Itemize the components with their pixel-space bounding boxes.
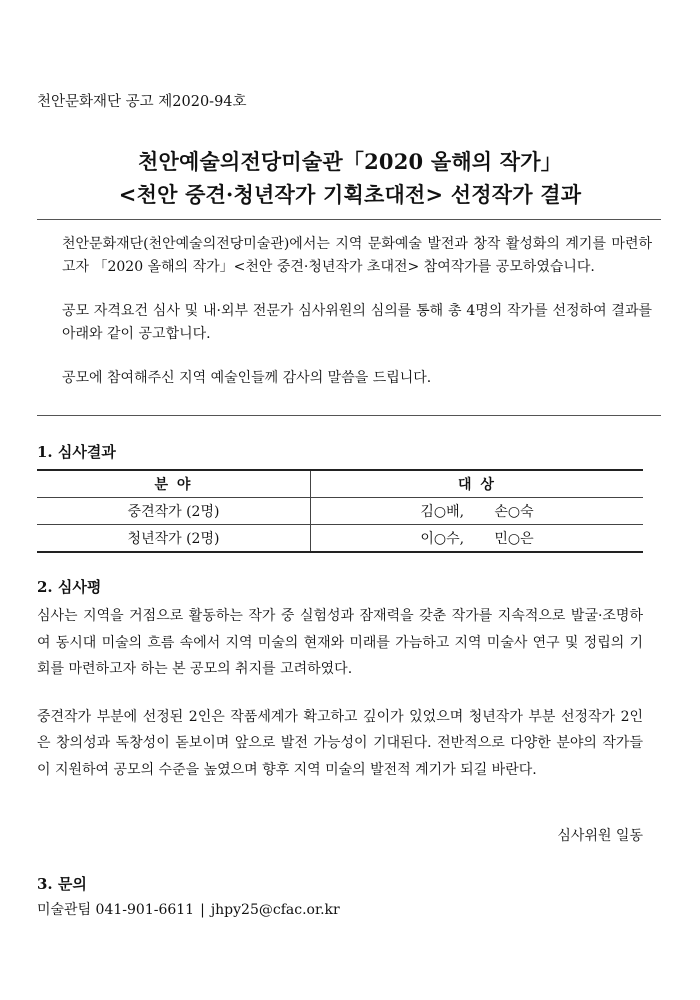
header-target: 대 상 (311, 470, 644, 498)
row-names (311, 498, 644, 525)
row-category: 중견작가 (2명) (37, 498, 311, 525)
artist-name: 김○배, (420, 504, 465, 520)
contact-email[interactable]: jhpy25@cfac.or.kr (210, 902, 340, 918)
divider-top (37, 219, 661, 220)
signature: 심사위원 일동 (557, 828, 643, 844)
results-table (37, 469, 643, 553)
review-section (37, 603, 643, 804)
title-line-2: <천안 중견·청년작가 기획초대전> 선정작가 결과 (118, 182, 582, 207)
divider-bottom (37, 415, 661, 416)
table-row (37, 525, 643, 553)
artist-name: 이○수, (420, 531, 465, 547)
contact-separator: | (200, 902, 205, 918)
review-paragraph-1: 심사는 지역을 거점으로 활동하는 작가 중 실험성과 잠재력을 갖춘 작가를 지속적으로 발굴·조명하여 동시대 미술의 흐름 속에서 지역 미술의 현재와 미래를 가늠하고 지역 미술사 연구 및 정립의 기회를 마련하고자 하는 본 공모의 취지를 고려하였다. (37, 608, 643, 677)
table-header-row (37, 470, 643, 498)
contact-team-phone: 미술관팀 041-901-6611 (37, 902, 195, 918)
row-names (311, 525, 644, 553)
section-heading-results: 1. 심사결과 (37, 443, 116, 461)
header-category: 분 야 (37, 470, 311, 498)
section-heading-contact: 3. 문의 (37, 875, 87, 893)
section-heading-review: 2. 심사평 (37, 578, 102, 596)
intro-section (62, 233, 652, 411)
intro-paragraph-3: 공모에 참여해주신 지역 예술인들께 감사의 말씀을 드립니다. (62, 370, 432, 386)
review-paragraph-2: 중견작가 부분에 선정된 2인은 작품세계가 확고하고 깊이가 있었으며 청년작가 부분 선정작가 2인은 창의성과 독창성이 돋보이며 앞으로 발전 가능성이 기대된다. 전반적으로 다양한 분야의 작가들이 지원하여 공모의 수준을 높였으며 향후 지역 미술의 발전적 계기가 되길 바란다. (37, 708, 643, 778)
notice-number: 천안문화재단 공고 제2020-94호 (37, 94, 247, 110)
title-line-1: 천안예술의전당미술관「2020 올해의 작가」 (138, 149, 562, 174)
intro-paragraph-2: 공모 자격요건 심사 및 내·외부 전문가 심사위원의 심의를 통해 총 4명의 작가를 선정하여 결과를 아래와 같이 공고합니다. (62, 303, 652, 342)
intro-paragraph-1: 천안문화재단(천안예술의전당미술관)에서는 지역 문화예술 발전과 창작 활성화의 계기를 마련하고자 「2020 올해의 작가」<천안 중견·청년작가 초대전> 참여작가를 공모하였습니다. (62, 236, 652, 275)
table-row (37, 498, 643, 525)
contact-line (37, 899, 340, 919)
row-category: 청년작가 (2명) (37, 525, 311, 553)
artist-name: 손○숙 (494, 504, 534, 520)
page-title (37, 145, 663, 211)
artist-name: 민○은 (494, 531, 534, 547)
